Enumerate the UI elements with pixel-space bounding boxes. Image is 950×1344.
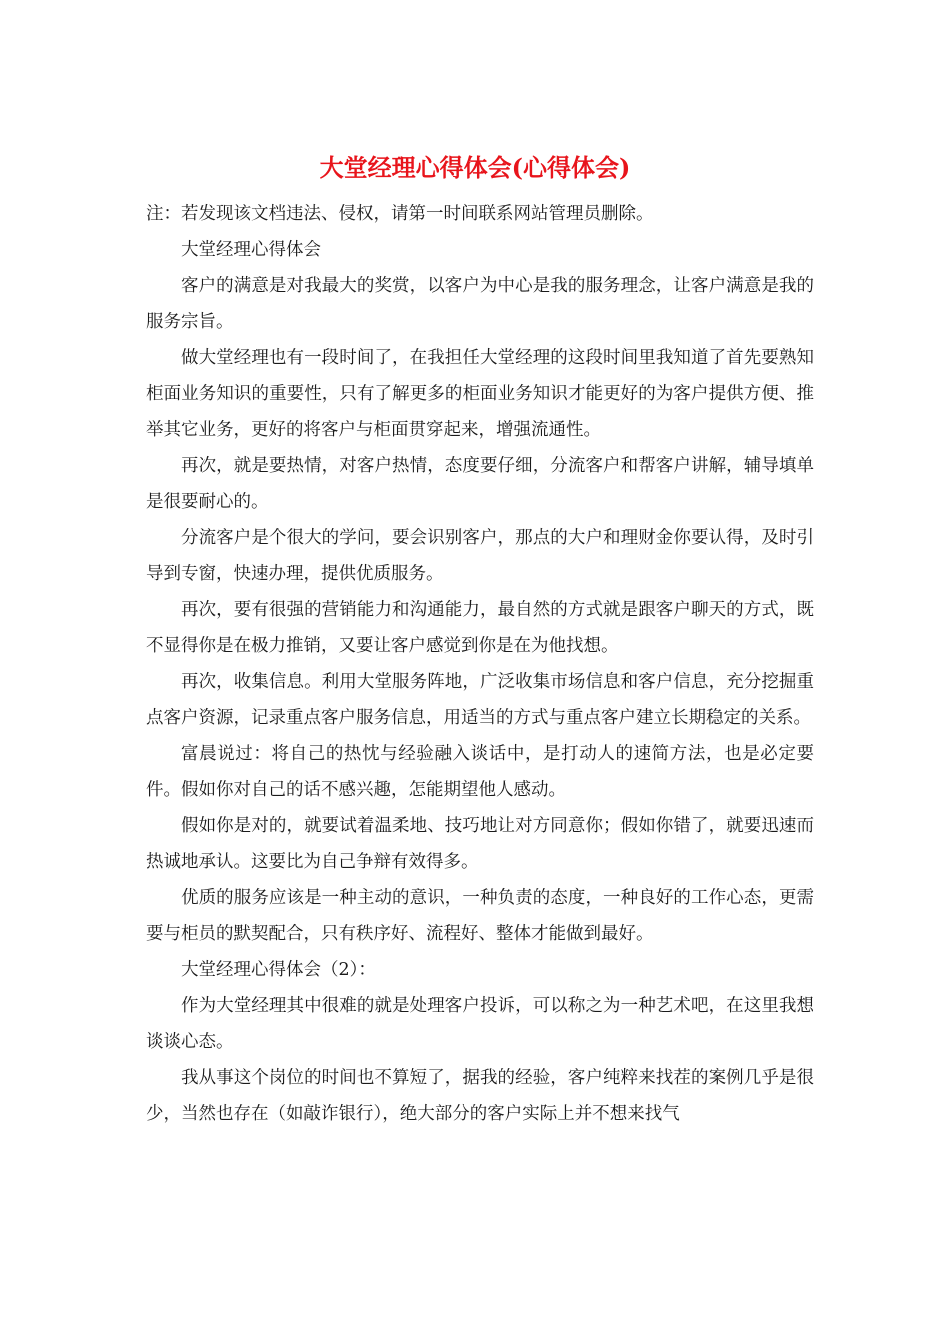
paragraph: 分流客户是个很大的学问，要会识别客户，那点的大户和理财金你要认得，及时引导到专窗，快速办理，提供优质服务。 [146,528,814,584]
paragraph: 做大堂经理也有一段时间了，在我担任大堂经理的这段时间里我知道了首先要熟知柜面业务知识的重要性，只有了解更多的柜面业务知识才能更好的为客户提供方便、推举其它业务，更好的将客户与柜面贯穿起来，增强流通性。 [146,348,814,440]
paragraph: 作为大堂经理其中很难的就是处理客户投诉，可以称之为一种艺术吧，在这里我想谈谈心态。 [146,996,814,1052]
document-title: 大堂经理心得体会(心得体会) [319,153,631,182]
paragraph: 优质的服务应该是一种主动的意识，一种负责的态度，一种良好的工作心态，更需要与柜员的默契配合，只有秩序好、流程好、整体才能做到最好。 [146,888,814,944]
document-body [146,196,814,1132]
copyright-note: 注：若发现该文档违法、侵权，请第一时间联系网站管理员删除。 [146,204,654,224]
paragraph: 富晨说过：将自己的热忱与经验融入谈话中，是打动人的速简方法，也是必定要件。假如你对自己的话不感兴趣，怎能期望他人感动。 [146,744,814,800]
paragraph: 再次，收集信息。利用大堂服务阵地，广泛收集市场信息和客户信息，充分挖掘重点客户资源，记录重点客户服务信息，用适当的方式与重点客户建立长期稳定的关系。 [146,672,814,728]
paragraph: 客户的满意是对我最大的奖赏，以客户为中心是我的服务理念，让客户满意是我的服务宗旨。 [146,276,814,332]
paragraph: 再次，就是要热情，对客户热情，态度要仔细，分流客户和帮客户讲解，辅导填单是很要耐心的。 [146,456,814,512]
paragraph: 我从事这个岗位的时间也不算短了，据我的经验，客户纯粹来找茬的案例几乎是很少，当然也存在（如敲诈银行），绝大部分的客户实际上并不想来找气 [146,1068,814,1124]
section-heading: 大堂经理心得体会（2）： [181,960,376,980]
paragraph: 再次，要有很强的营销能力和沟通能力，最自然的方式就是跟客户聊天的方式，既不显得你是在极力推销，又要让客户感觉到你是在为他找想。 [146,600,814,656]
paragraph: 假如你是对的，就要试着温柔地、技巧地让对方同意你；假如你错了，就要迅速而热诚地承认。这要比为自己争辩有效得多。 [146,816,814,872]
paragraph: 大堂经理心得体会 [181,240,321,260]
